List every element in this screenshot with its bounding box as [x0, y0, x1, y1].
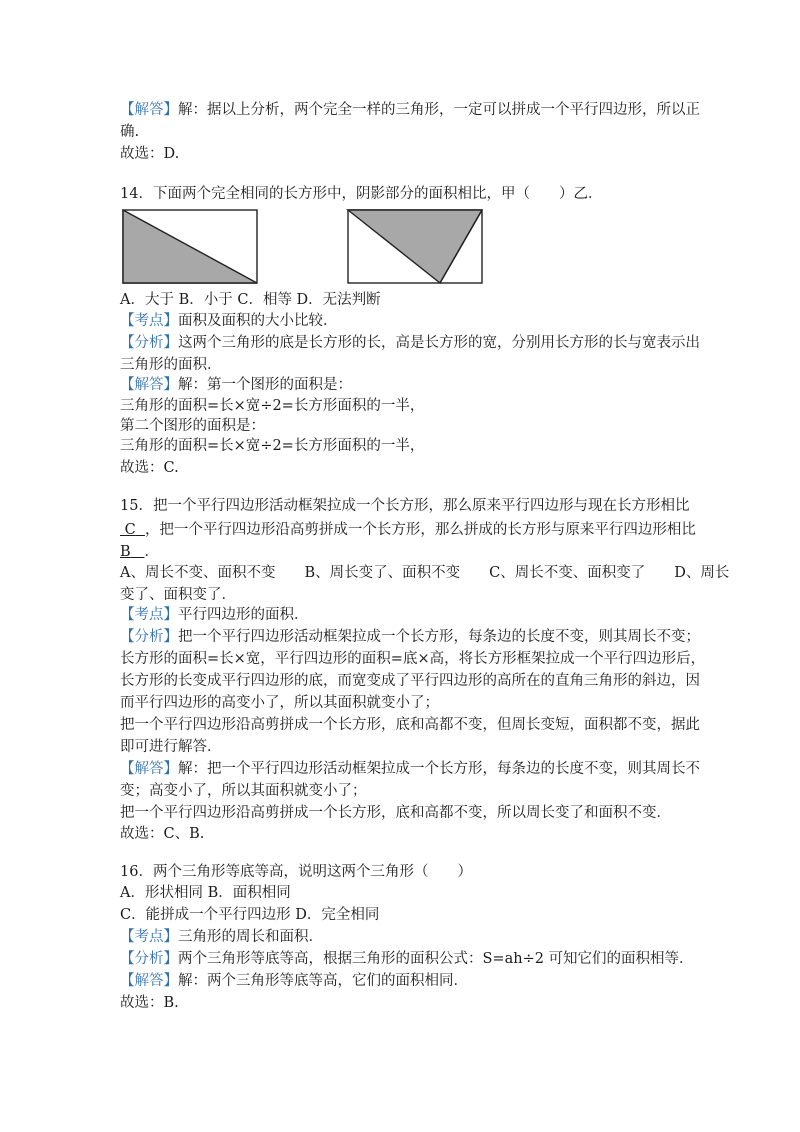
- q16-options-line2: C．能拼成一个平行四边形 D．完全相同: [120, 907, 380, 923]
- q15-question-line3: B ．: [120, 544, 159, 560]
- q15-kaodian: 【考点】平行四边形的面积．: [120, 607, 309, 623]
- q14-figure-a: [120, 208, 260, 286]
- q16-kaodian: 【考点】三角形的周长和面积．: [120, 929, 323, 945]
- q15-answer: 故选：C、B.: [120, 826, 205, 842]
- q15-jieda-line2: 变；高变小了，所以其面积就变小了；: [120, 783, 367, 799]
- q15-question-line1: 15．把一个平行四边形活动框架拉成一个长方形，那么原来平行四边形与现在长方形相比: [120, 498, 690, 514]
- q16-options-line1: A．形状相同 B．面积相同: [120, 885, 291, 901]
- q15-question-line2: C ，把一个平行四边形沿高剪拼成一个长方形，那么拼成的长方形与原来平行四边形相比: [120, 520, 696, 540]
- jieda-tag: 【解答】: [120, 377, 178, 393]
- q15-fenxi-line6: 即可进行解答．: [120, 739, 222, 755]
- kaodian-tag: 【考点】: [120, 607, 178, 623]
- q15-jieda-line1: 【解答】解：把一个平行四边形活动框架拉成一个长方形，每条边的长度不变，则其周长不: [120, 761, 700, 777]
- kaodian-tag: 【考点】: [120, 313, 178, 329]
- jieda-tag: 【解答】: [120, 761, 178, 777]
- q14-question: 14．下面两个完全相同的长方形中，阴影部分的面积相比，甲（ ）乙．: [120, 186, 603, 202]
- q16-fenxi: 【分析】两个三角形等底等高，根据三角形的面积公式：S=ah÷2 可知它们的面积相等．: [120, 951, 694, 967]
- q15-blank2: B: [120, 544, 131, 560]
- q14-fenxi-line2: 三角形的面积．: [120, 357, 222, 373]
- q13-answer-line2: 确.: [120, 124, 140, 140]
- q15-options-line2: 变了、面积变了．: [120, 587, 236, 603]
- q16-question: 16．两个三角形等底等高，说明这两个三角形（ ）: [120, 864, 472, 880]
- q14-fenxi-line1: 【分析】这两个三角形的底是长方形的长，高是长方形的宽，分别用长方形的长与宽表示出: [120, 335, 700, 351]
- q14-jieda-line3: 第二个图形的面积是：: [120, 418, 265, 434]
- q15-fenxi-line2: 长方形的面积=长×宽，平行四边形的面积=底×高，将长方形框架拉成一个平行四边形后，: [120, 651, 706, 667]
- q15-fenxi-line3: 长方形的长变成平行四边形的底，而宽变成了平行四边形的高所在的直角三角形的斜边，因: [120, 673, 700, 689]
- q14-figure-b: [345, 208, 485, 286]
- q14-jieda-line2: 三角形的面积=长×宽÷2=长方形面积的一半，: [120, 398, 425, 414]
- fenxi-tag: 【分析】: [120, 951, 178, 967]
- q14-jieda-line1: 【解答】解：第一个图形的面积是：: [120, 377, 352, 393]
- q13-choice: 故选：D.: [120, 146, 180, 162]
- q14-kaodian: 【考点】面积及面积的大小比较．: [120, 313, 338, 329]
- kaodian-tag: 【考点】: [120, 929, 178, 945]
- q16-answer: 故选：B.: [120, 995, 179, 1011]
- fenxi-tag: 【分析】: [120, 629, 178, 645]
- q15-jieda-line3: 把一个平行四边形沿高剪拼成一个长方形，底和高都不变，所以周长变了和面积不变．: [120, 805, 671, 821]
- q13-answer-line1: 【解答】解：据以上分析，两个完全一样的三角形，一定可以拼成一个平行四边形，所以正: [120, 102, 700, 118]
- q15-fenxi-line4: 而平行四边形的高变小了，所以其面积就变小了；: [120, 695, 439, 711]
- q15-fenxi-line5: 把一个平行四边形沿高剪拼成一个长方形，底和高都不变，但周长变短，面积都不变，据此: [120, 717, 700, 733]
- q15-options-line1: A、周长不变、面积不变 B、周长变了、面积不变 C、周长不变、面积变了 D、周长: [120, 565, 730, 581]
- answer-tag: 【解答】: [120, 102, 178, 118]
- q14-jieda-line4: 三角形的面积=长×宽÷2=长方形面积的一半，: [120, 438, 425, 454]
- q14-options: A．大于 B．小于 C．相等 D．无法判断: [120, 292, 381, 308]
- fenxi-tag: 【分析】: [120, 335, 178, 351]
- q16-jieda: 【解答】解：两个三角形等底等高，它们的面积相同．: [120, 973, 468, 989]
- jieda-tag: 【解答】: [120, 973, 178, 989]
- q15-blank1: C: [124, 522, 136, 538]
- q14-answer: 故选：C.: [120, 460, 179, 476]
- q15-fenxi-line1: 【分析】把一个平行四边形活动框架拉成一个长方形，每条边的长度不变，则其周长不变；: [120, 629, 700, 645]
